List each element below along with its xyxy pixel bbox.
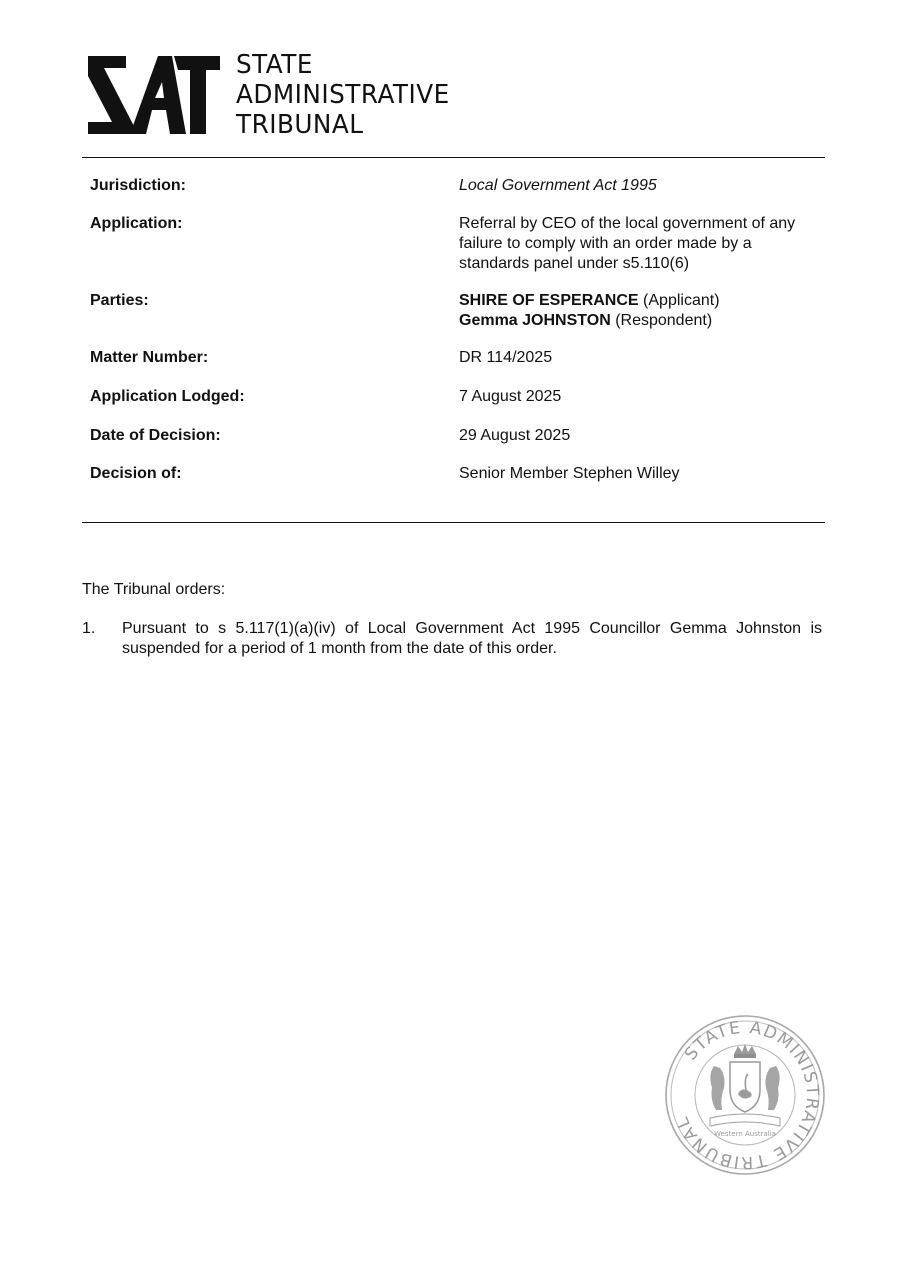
seal-inner-text: Western Australia — [714, 1130, 776, 1138]
tribunal-seal-icon — [664, 1014, 826, 1176]
parties-label: Parties: — [90, 292, 149, 309]
header-divider — [82, 157, 825, 158]
matter-number-row — [90, 348, 825, 387]
jurisdiction-row — [90, 176, 825, 214]
party-applicant-role: (Applicant) — [643, 292, 720, 309]
case-details — [90, 176, 825, 504]
orders-intro: The Tribunal orders: — [82, 581, 226, 598]
decision-date-label: Date of Decision: — [90, 427, 221, 444]
party-respondent-name: Gemma JOHNSTON — [459, 312, 611, 329]
party-respondent-role: (Respondent) — [615, 312, 713, 329]
logo-line-2: ADMINISTRATIVE — [236, 80, 450, 110]
jurisdiction-label: Jurisdiction: — [90, 177, 187, 194]
decision-date-value: 29 August 2025 — [459, 427, 571, 444]
decision-of-row — [90, 464, 825, 504]
details-divider — [82, 522, 825, 523]
party-applicant-name: SHIRE OF ESPERANCE — [459, 292, 639, 309]
application-label: Application: — [90, 215, 183, 232]
application-lodged-value: 7 August 2025 — [459, 388, 562, 405]
decision-date-row — [90, 426, 825, 464]
logo-line-3: TRIBUNAL — [236, 110, 364, 140]
logo-line-1: STATE — [236, 50, 313, 80]
application-row — [90, 214, 825, 291]
order-text: Pursuant to s 5.117(1)(a)(iv) of Local Government Act 1995 Councillor Gemma Johnston is suspended for a period of 1 month from the date of this order. — [122, 620, 822, 657]
sat-logo-icon — [86, 54, 222, 136]
order-item — [82, 619, 822, 659]
jurisdiction-value: Local Government Act 1995 — [459, 177, 657, 194]
decision-of-label: Decision of: — [90, 465, 182, 482]
application-lodged-label: Application Lodged: — [90, 388, 245, 405]
party-respondent — [459, 311, 825, 331]
logo-wordmark — [236, 50, 450, 140]
matter-number-value: DR 114/2025 — [459, 349, 553, 366]
seal-outer-text: STATE ADMINISTRATIVE TRIBUNAL — [672, 1017, 823, 1173]
application-lodged-row — [90, 387, 825, 426]
matter-number-label: Matter Number: — [90, 349, 209, 366]
parties-row — [90, 291, 825, 348]
application-value: Referral by CEO of the local government of any failure to comply with an order made by a standards panel under s5.110(6) — [459, 215, 796, 272]
parties-value — [459, 291, 825, 348]
decision-of-value: Senior Member Stephen Willey — [459, 465, 680, 482]
party-applicant — [459, 291, 825, 311]
order-number: 1. — [82, 620, 96, 637]
